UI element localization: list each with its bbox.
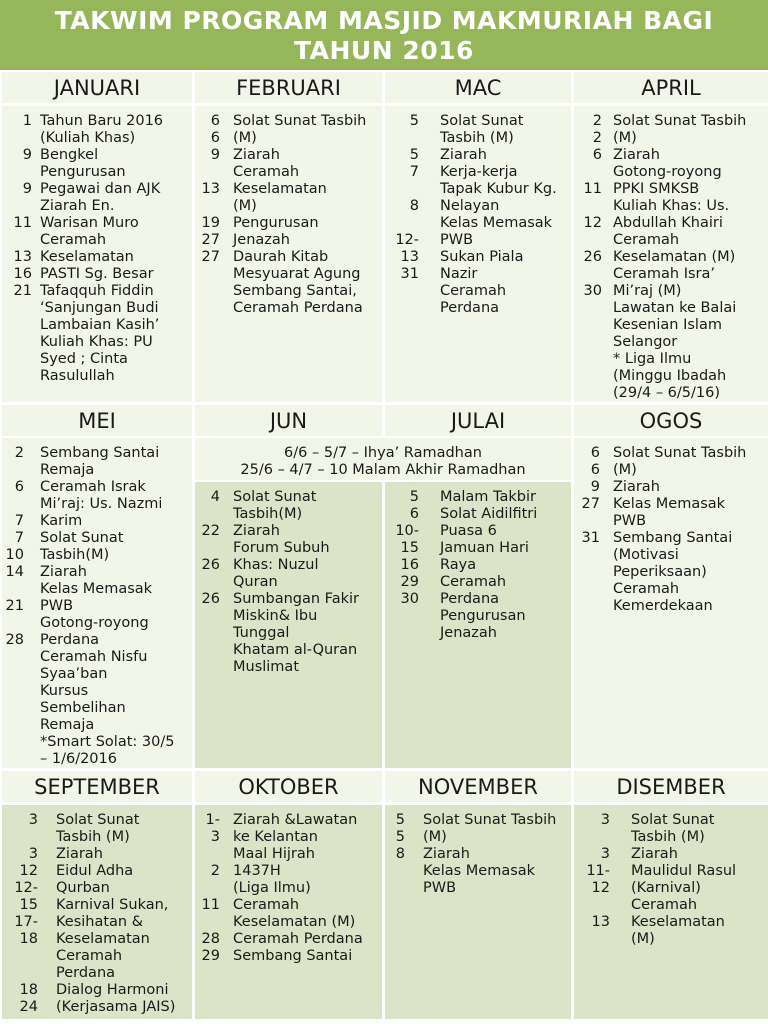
month-header-april: APRIL <box>574 72 768 103</box>
month-cell-februari <box>195 106 382 402</box>
events-november: Solat Sunat Tasbih (M) Ziarah Kelas Memasak PWB <box>423 812 557 896</box>
dates-julai: 5 6 10- 15 16 29 30 <box>395 489 419 607</box>
month-header-ogos: OGOS <box>574 405 768 436</box>
events-mei: Sembang Santai Remaja Ceramah Israk Mi’raj: Us. Nazmi Karim Solat Sunat Tasbih(M) Ziarah Kelas Memasak PWB Gotong-royong Perdana Ceramah Nisfu Syaa’ban Kursus Sembelihan Remaja *Smart Solat: 30/5 – 1/6/2016 <box>40 445 175 767</box>
dates-januari: 1 9 9 11 13 16 21 <box>13 113 32 299</box>
month-cell-april <box>574 106 768 402</box>
dates-oktober: 1- 3 2 11 28 29 <box>201 812 220 964</box>
month-header-julai: JULAI <box>385 405 571 436</box>
ramadhan-banner-line-2: 25/6 – 4/7 – 10 Malam Akhir Ramadhan <box>240 462 526 478</box>
month-cell-ogos <box>574 438 768 768</box>
month-header-jun: JUN <box>195 405 382 436</box>
events-april: Solat Sunat Tasbih (M) Ziarah Gotong-royong PPKI SMKSB Kuliah Khas: Us. Abdullah Khairi Ceramah Keselamatan (M) Ceramah Isra’ Mi’raj (M) Lawatan ke Balai Kesenian Islam Selangor * Liga Ilmu (Minggu Ibadah (29/4 – 6/5/16) <box>613 113 747 401</box>
month-cell-januari <box>2 106 192 402</box>
page-title <box>0 0 768 70</box>
title-line-2: TAHUN 2016 <box>294 36 474 65</box>
month-header-mac: MAC <box>385 72 571 103</box>
events-jun: Solat Sunat Tasbih(M) Ziarah Forum Subuh Khas: Nuzul Quran Sumbangan Fakir Miskin& Ibu Tunggal Khatam al-Quran Muslimat <box>233 489 359 675</box>
month-cell-disember <box>574 805 768 1019</box>
month-cell-julai <box>385 482 571 768</box>
month-header-mei: MEI <box>2 405 192 436</box>
month-cell-september <box>2 805 192 1019</box>
events-julai: Malam Takbir Solat Aidilfitri Puasa 6 Jamuan Hari Raya Ceramah Perdana Pengurusan Jenazah <box>440 489 538 641</box>
month-header-november: NOVEMBER <box>385 771 571 802</box>
month-cell-jun <box>195 482 382 768</box>
events-januari: Tahun Baru 2016 (Kuliah Khas) Bengkel Pengurusan Pegawai dan AJK Ziarah En. Warisan Muro Ceramah Keselamatan PASTI Sg. Besar Tafaqquh Fiddin ‘Sanjungan Budi Lambaian Kasih’ Kuliah Khas: PU Syed ; Cinta Rasulullah <box>40 113 164 384</box>
dates-mac: 5 5 7 8 12- 13 31 <box>395 113 419 282</box>
title-line-1: TAKWIM PROGRAM MASJID MAKMURIAH BAGI <box>54 6 714 35</box>
ramadhan-banner-line-1: 6/6 – 5/7 – Ihya’ Ramadhan <box>284 445 482 461</box>
month-header-februari: FEBRUARI <box>195 72 382 103</box>
events-disember: Solat Sunat Tasbih (M) Ziarah Maulidul Rasul (Karnival) Ceramah Keselamatan (M) <box>631 812 737 947</box>
month-header-januari: JANUARI <box>2 72 192 103</box>
month-cell-november <box>385 805 571 1019</box>
events-mac: Solat Sunat Tasbih (M) Ziarah Kerja-kerja Tapak Kubur Kg. Nelayan Kelas Memasak PWB Sukan Piala Nazir Ceramah Perdana <box>440 113 557 316</box>
events-september: Solat Sunat Tasbih (M) Ziarah Eidul Adha Qurban Karnival Sukan, Kesihatan & Keselamatan Ceramah Perdana Dialog Harmoni (Kerjasama JAIS) <box>56 812 176 1015</box>
dates-disember: 3 3 11- 12 13 <box>586 812 610 930</box>
month-cell-mei <box>2 438 192 768</box>
events-oktober: Ziarah &Lawatan ke Kelantan Maal Hijrah 1437H (Liga Ilmu) Ceramah Keselamatan (M) Ceramah Perdana Sembang Santai <box>233 812 363 964</box>
month-header-september: SEPTEMBER <box>2 771 192 802</box>
ramadhan-banner <box>195 438 571 480</box>
dates-september: 3 3 12 12- 15 17- 18 18 24 <box>14 812 38 1015</box>
month-header-oktober: OKTOBER <box>195 771 382 802</box>
month-header-disember: DISEMBER <box>574 771 768 802</box>
events-februari: Solat Sunat Tasbih (M) Ziarah Ceramah Keselamatan (M) Pengurusan Jenazah Daurah Kitab Mesyuarat Agung Sembang Santai, Ceramah Perdana <box>233 113 367 316</box>
month-cell-oktober <box>195 805 382 1019</box>
events-ogos: Solat Sunat Tasbih (M) Ziarah Kelas Memasak PWB Sembang Santai (Motivasi Peperiksaan) Ceramah Kemerdekaan <box>613 445 747 614</box>
dates-april: 2 2 6 11 12 26 30 <box>583 113 602 299</box>
dates-november: 5 5 8 <box>395 812 405 862</box>
dates-ogos: 6 6 9 27 31 <box>581 445 600 546</box>
dates-februari: 6 6 9 13 19 27 27 <box>201 113 220 265</box>
month-cell-mac <box>385 106 571 402</box>
dates-mei: 2 6 7 7 10 14 21 28 <box>5 445 24 648</box>
dates-jun: 4 22 26 26 <box>201 489 220 607</box>
